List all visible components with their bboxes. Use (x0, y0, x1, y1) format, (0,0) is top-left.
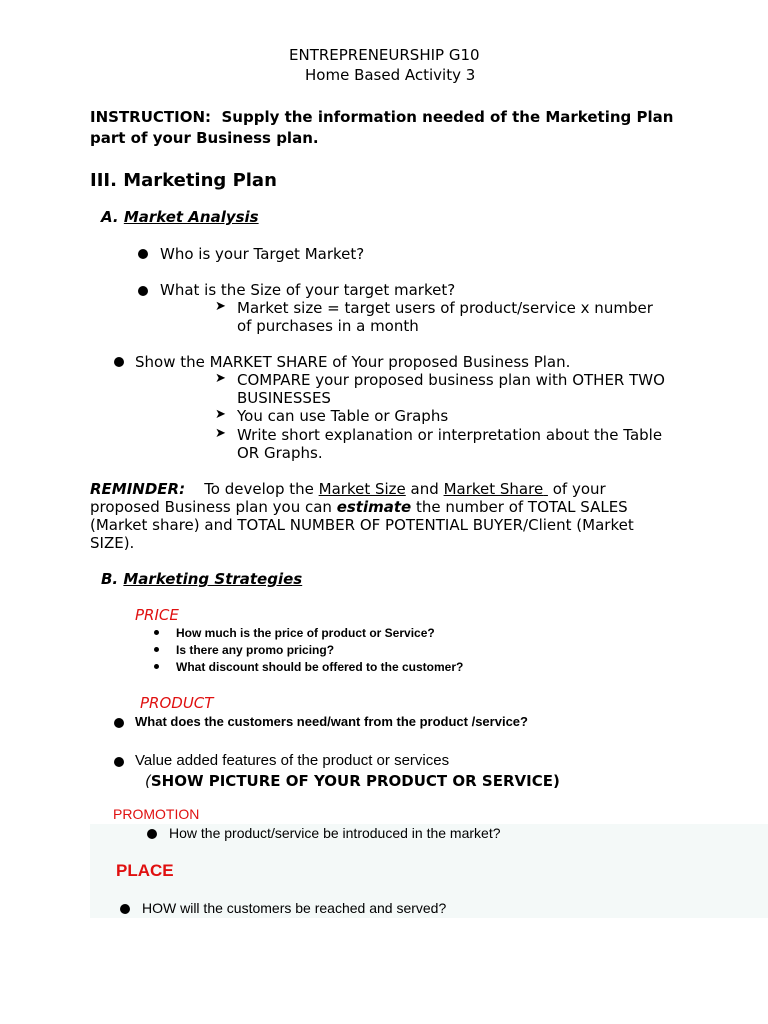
instruction-line-1 (90, 108, 673, 126)
market-analysis-title: Market Analysis (123, 208, 259, 226)
bullet-icon (138, 286, 148, 296)
explanation-item-2: OR Graphs. (237, 444, 323, 462)
reminder-text: To develop the (204, 480, 314, 498)
arrow-bullet-icon: ➤ (215, 426, 226, 441)
explanation-item-1: Write short explanation or interpretation about the Table (237, 426, 663, 444)
market-analysis-prefix: A. (101, 208, 119, 226)
target-market-question: Who is your Target Market? (160, 245, 365, 263)
reminder-line-1 (90, 480, 606, 498)
market-size-question: What is the Size of your target market? (160, 281, 456, 299)
reminder-line-2 (90, 498, 628, 516)
bullet-icon (114, 757, 124, 767)
bullet-icon (154, 647, 159, 652)
product-item-1: What does the customers need/want from the product /service? (135, 714, 528, 729)
price-item-3: What discount should be offered to the customer? (176, 660, 464, 674)
instruction-line-2: part of your Business plan. (90, 129, 319, 147)
marketing-strategies-heading (101, 570, 302, 588)
reminder-line-3: (Market share) and TOTAL NUMBER OF POTENTIAL BUYER/Client (Market (90, 516, 634, 534)
section-heading: III. Marketing Plan (90, 170, 277, 191)
note-text: SHOW PICTURE OF YOUR PRODUCT OR SERVICE) (150, 772, 560, 790)
bullet-icon (154, 664, 159, 669)
instruction-text-1: Supply the information needed of the Marketing Plan (221, 108, 674, 126)
arrow-bullet-icon: ➤ (215, 407, 226, 422)
price-item-2: Is there any promo pricing? (176, 643, 335, 657)
price-item-1: How much is the price of product or Service? (176, 626, 435, 640)
product-item-2-note (145, 772, 560, 790)
bullet-icon (114, 718, 124, 728)
price-label: PRICE (135, 606, 179, 624)
bullet-icon (120, 904, 130, 914)
product-label: PRODUCT (140, 694, 214, 712)
bullet-icon (138, 249, 148, 259)
compare-item-1: COMPARE your proposed business plan with OTHER TWO (237, 371, 665, 389)
product-item-2: Value added features of the product or services (135, 752, 450, 769)
reminder-text: the number of TOTAL SALES (416, 498, 628, 516)
market-share-term: Market Share (443, 480, 544, 498)
reminder-text: proposed Business plan you can (90, 498, 332, 516)
bullet-icon (147, 829, 157, 839)
reminder-text: of your (552, 480, 606, 498)
bullet-icon (114, 357, 124, 367)
estimate-term: estimate (336, 498, 412, 516)
marketing-strategies-prefix: B. (101, 570, 119, 588)
reminder-label: REMINDER: (90, 480, 186, 498)
table-graph-item: You can use Table or Graphs (237, 407, 449, 425)
arrow-bullet-icon: ➤ (215, 299, 226, 314)
place-item-1: HOW will the customers be reached and served? (142, 900, 447, 916)
promotion-item-1: How the product/service be introduced in the market? (169, 825, 501, 841)
market-analysis-heading (101, 208, 259, 226)
promotion-label: PROMOTION (113, 806, 200, 822)
market-size-formula-2: of purchases in a month (237, 317, 419, 335)
market-share-item: Show the MARKET SHARE of Your proposed Business Plan. (135, 353, 571, 371)
instruction-label: INSTRUCTION: (90, 108, 212, 126)
reminder-line-4: SIZE). (90, 534, 135, 552)
doc-subtitle: Home Based Activity 3 (305, 66, 476, 84)
reminder-text: and (410, 480, 439, 498)
market-size-formula-1: Market size = target users of product/service x number (237, 299, 653, 317)
note-paren: ( (145, 772, 151, 790)
bullet-icon (154, 630, 159, 635)
compare-item-2: BUSINESSES (237, 389, 331, 407)
place-label: PLACE (116, 861, 174, 880)
market-size-term: Market Size (318, 480, 406, 498)
arrow-bullet-icon: ➤ (215, 371, 226, 386)
marketing-strategies-title: Marketing Strategies (123, 570, 303, 588)
doc-title: ENTREPRENEURSHIP G10 (289, 46, 480, 64)
